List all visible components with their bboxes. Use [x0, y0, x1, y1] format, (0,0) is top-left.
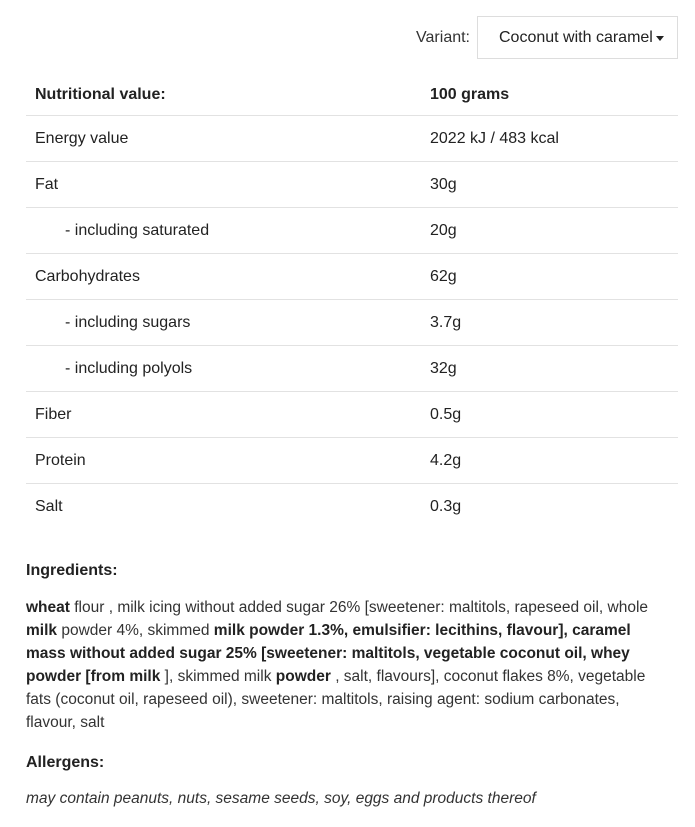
ingredient-text: flour , milk icing without added sugar 26% [sweetener: maltitols, rapeseed oil, whole: [69, 599, 649, 616]
caret-down-icon: [656, 36, 664, 41]
nutrient-name: Carbohydrates: [26, 254, 430, 300]
nutrient-name: Protein: [26, 438, 430, 484]
nutrition-table: [26, 75, 678, 529]
ingredient-bold: wheat: [26, 599, 70, 616]
variant-selected-value: Coconut with caramel: [499, 28, 653, 46]
nutrient-name: Fiber: [26, 392, 430, 438]
table-row: [26, 116, 678, 162]
nutrient-name: Salt: [35, 497, 63, 515]
table-row: [26, 392, 678, 438]
allergens-text: may contain peanuts, nuts, sesame seeds, soy, eggs and products thereof: [26, 790, 536, 807]
column-header-amount: 100 grams: [430, 75, 678, 116]
variant-label: Variant:: [416, 28, 470, 46]
nutrient-value: 2022 kJ / 483 kcal: [430, 116, 678, 162]
nutrient-value: 32g: [430, 346, 678, 392]
variant-select[interactable]: [477, 16, 678, 59]
ingredient-text: powder 4%, skimmed: [57, 622, 214, 639]
nutrient-name: - including saturated: [26, 208, 430, 254]
nutrient-value: 0.3g: [430, 497, 462, 515]
nutrient-value: 62g: [430, 254, 678, 300]
table-row: [26, 438, 678, 484]
ingredient-bold: powder: [275, 668, 331, 685]
nutrient-name: Fat: [26, 162, 430, 208]
nutrient-value: 4.2g: [430, 438, 678, 484]
column-header-name: Nutritional value:: [26, 75, 430, 116]
table-header-row: [26, 75, 678, 116]
table-row: [26, 162, 678, 208]
table-row: [26, 346, 678, 392]
nutrient-name: - including polyols: [26, 346, 430, 392]
ingredient-text: , salt, flavours], coconut flakes 8%, vegetable fats (coconut oil, rapeseed oil), sweetener: maltitols, raising agent: sodium carbonates, flavour, salt: [26, 668, 646, 731]
ingredient-text: ], skimmed milk: [160, 668, 276, 685]
nutrient-value: 30g: [430, 162, 678, 208]
table-row: [26, 254, 678, 300]
nutrient-value: 20g: [430, 208, 678, 254]
nutrient-name: - including sugars: [26, 300, 430, 346]
ingredient-bold: milk powder 1.3%, emulsifier: lecithins, flavour], caramel mass without added sugar 25% [sweetener: maltitols, vegetable coconut oil, whey powder [from milk: [26, 622, 631, 685]
table-row: [26, 208, 678, 254]
nutrient-value: 0.5g: [430, 392, 678, 438]
variant-selector-row: [416, 16, 678, 59]
nutrient-value: 3.7g: [430, 300, 678, 346]
table-row: [26, 300, 678, 346]
ingredients-heading: Ingredients:: [26, 562, 118, 579]
nutrient-name: Energy value: [26, 116, 430, 162]
ingredients-text: [26, 596, 666, 734]
allergens-heading: Allergens:: [26, 754, 105, 771]
table-row: [26, 484, 678, 530]
ingredient-bold: milk: [26, 622, 58, 639]
